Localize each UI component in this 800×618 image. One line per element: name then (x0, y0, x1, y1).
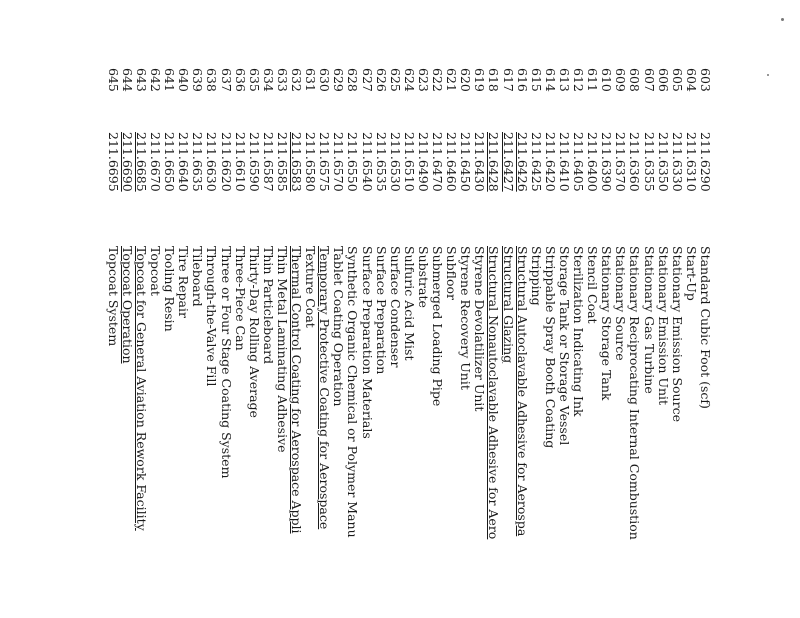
row-number: 644 (119, 68, 135, 92)
row-number: 620 (458, 68, 474, 92)
section-number: 211.6355 (641, 132, 657, 192)
section-number: 211.6490 (416, 132, 431, 192)
definition-term: Surface Preparation (373, 246, 389, 375)
definition-term: Three or Four Stage Coating System (218, 246, 234, 479)
section-number: 211.6510 (401, 132, 417, 192)
definition-term: Temporary Protective Coating for Aerospace (317, 246, 333, 530)
definition-term: Submerged Loading Pipe (430, 246, 446, 407)
section-number: 211.6685 (134, 132, 149, 192)
row-number: 615 (528, 68, 544, 92)
section-number: 211.6430 (472, 132, 488, 192)
row-number: 612 (571, 68, 587, 92)
row-number: 636 (232, 68, 248, 92)
row-number: 606 (655, 68, 671, 92)
definition-term: Tire Repair (176, 246, 192, 318)
definition-term: Substrate (416, 246, 431, 308)
definition-term: Sterilization Indicating Ink (571, 246, 587, 417)
row-number: 638 (204, 68, 220, 92)
section-number: 211.6428 (486, 132, 502, 192)
section-number: 211.6695 (105, 132, 121, 192)
definition-term: Styrene Recovery Unit (458, 246, 474, 390)
definition-term: Stationary Emission Source (669, 246, 685, 422)
section-number: 211.6460 (444, 132, 460, 192)
definition-term: Topcoat System (105, 246, 121, 347)
row-number: 630 (317, 68, 333, 92)
definition-term: Tileboard (190, 246, 206, 307)
definition-term: Standard Cubic Foot (scf) (698, 246, 713, 409)
definition-term: Through-the-Valve Fill (204, 246, 220, 387)
section-number: 211.6535 (373, 132, 389, 192)
row-number: 618 (486, 68, 502, 92)
row-number: 607 (641, 68, 657, 92)
definition-term: Styrene Devolatilizer Unit (472, 246, 488, 412)
section-number: 211.6427 (500, 132, 516, 192)
definition-term: Start-Up (683, 246, 699, 301)
definition-term: Structural Autoclavable Adhesive for Aerospa (514, 246, 530, 537)
row-number: 603 (698, 68, 713, 92)
definitions-table (92, 68, 712, 618)
definition-term: Storage Tank or Storage Vessel (557, 246, 572, 446)
section-number: 211.6580 (303, 132, 319, 192)
row-number: 640 (176, 68, 192, 92)
section-number: 211.6585 (275, 132, 290, 192)
definition-term: Strippable Spray Booth Coating (542, 246, 558, 449)
definition-term: Subfloor (444, 246, 460, 300)
definition-term: Tablet Coating Operation (331, 246, 347, 407)
section-number: 211.6550 (345, 132, 361, 192)
section-number: 211.6425 (528, 132, 544, 192)
section-number: 211.6575 (317, 132, 333, 192)
row-number: 627 (359, 68, 375, 92)
definition-term: Stripping (528, 246, 544, 306)
section-number: 211.6360 (627, 132, 643, 192)
definition-term: Structural Glazing (500, 246, 516, 364)
definition-term: Tooling Resin (162, 246, 178, 332)
section-number: 211.6635 (190, 132, 206, 192)
definition-term: Sulfuric Acid Mist (401, 246, 417, 361)
section-number: 211.6640 (176, 132, 192, 192)
row-number: 617 (500, 68, 516, 92)
section-number: 211.6410 (557, 132, 572, 192)
row-number: 609 (613, 68, 629, 92)
definition-term: Thin Metal Laminating Adhesive (275, 246, 290, 453)
definition-term: Stencil Coat (585, 246, 601, 324)
section-number: 211.6426 (514, 132, 530, 192)
row-number: 626 (373, 68, 389, 92)
section-number: 211.6470 (430, 132, 446, 192)
definition-term: Texture Coat (303, 246, 319, 328)
section-number: 211.6530 (387, 132, 403, 192)
section-number: 211.6590 (246, 132, 262, 192)
row-number: 622 (430, 68, 446, 92)
definition-term: Three-Piece Can (232, 246, 248, 351)
definition-term: Thermal Control Coating for Aerospace Appli (289, 246, 305, 534)
row-number: 645 (105, 68, 121, 92)
row-number: 632 (289, 68, 305, 92)
row-number: 616 (514, 68, 530, 92)
definition-term: Surface Condenser (387, 246, 403, 368)
definition-term: Structural Nonautoclavable Adhesive for Aero (486, 246, 502, 540)
section-number: 211.6370 (613, 132, 629, 192)
row-number: 605 (669, 68, 685, 92)
section-number: 211.6330 (669, 132, 685, 192)
section-number: 211.6350 (655, 132, 671, 192)
row-number: 613 (557, 68, 572, 92)
row-number: 623 (416, 68, 431, 92)
section-number: 211.6630 (204, 132, 220, 192)
row-number: 642 (148, 68, 164, 92)
definition-term: Synthetic Organic Chemical or Polymer Manu (345, 246, 361, 538)
definition-term: Topcoat for General Aviation Rework Facility (134, 246, 149, 531)
definition-term: Topcoat (148, 246, 164, 296)
definition-term: Stationary Source (613, 246, 629, 361)
row-number: 610 (599, 68, 615, 92)
definition-term: Stationary Gas Turbine (641, 246, 657, 394)
row-number: 608 (627, 68, 643, 92)
row-number: 611 (585, 68, 601, 92)
section-number: 211.6450 (458, 132, 474, 192)
row-number: 637 (218, 68, 234, 92)
row-number: 643 (134, 68, 149, 92)
definition-term: Stationary Storage Tank (599, 246, 615, 401)
definition-term: Thirty-Day Rolling Average (246, 246, 262, 418)
section-number: 211.6400 (585, 132, 601, 192)
section-number: 211.6290 (698, 132, 713, 192)
definition-term: Stationary Reciprocating Internal Combustion (627, 246, 643, 540)
row-number: 621 (444, 68, 460, 92)
row-number: 619 (472, 68, 488, 92)
row-number: 634 (260, 68, 276, 92)
section-number: 211.6620 (218, 132, 234, 192)
section-number: 211.6390 (599, 132, 615, 192)
definition-term: Stationary Emission Unit (655, 246, 671, 406)
section-number: 211.6405 (571, 132, 587, 192)
section-number: 211.6670 (148, 132, 164, 192)
section-number: 211.6310 (683, 132, 699, 192)
section-number: 211.6610 (232, 132, 248, 192)
row-number: 631 (303, 68, 319, 92)
row-number: 628 (345, 68, 361, 92)
definition-term: Topcoat Operation (119, 246, 135, 364)
scan-speck (781, 18, 784, 21)
section-number: 211.6583 (289, 132, 305, 192)
section-number: 211.6570 (331, 132, 347, 192)
definition-term: Surface Preparation Materials (359, 246, 375, 439)
row-number: 639 (190, 68, 206, 92)
section-number: 211.6690 (119, 132, 135, 192)
row-number: 629 (331, 68, 347, 92)
row-number: 641 (162, 68, 178, 92)
row-number: 624 (401, 68, 417, 92)
section-number: 211.6540 (359, 132, 375, 192)
row-number: 614 (542, 68, 558, 92)
row-number: 604 (683, 68, 699, 92)
row-number: 625 (387, 68, 403, 92)
section-number: 211.6420 (542, 132, 558, 192)
section-number: 211.6650 (162, 132, 178, 192)
row-number: 633 (275, 68, 290, 92)
scan-speck (767, 74, 769, 76)
row-number: 635 (246, 68, 262, 92)
section-number: 211.6587 (260, 132, 276, 192)
definition-term: Thin Particleboard (260, 246, 276, 365)
